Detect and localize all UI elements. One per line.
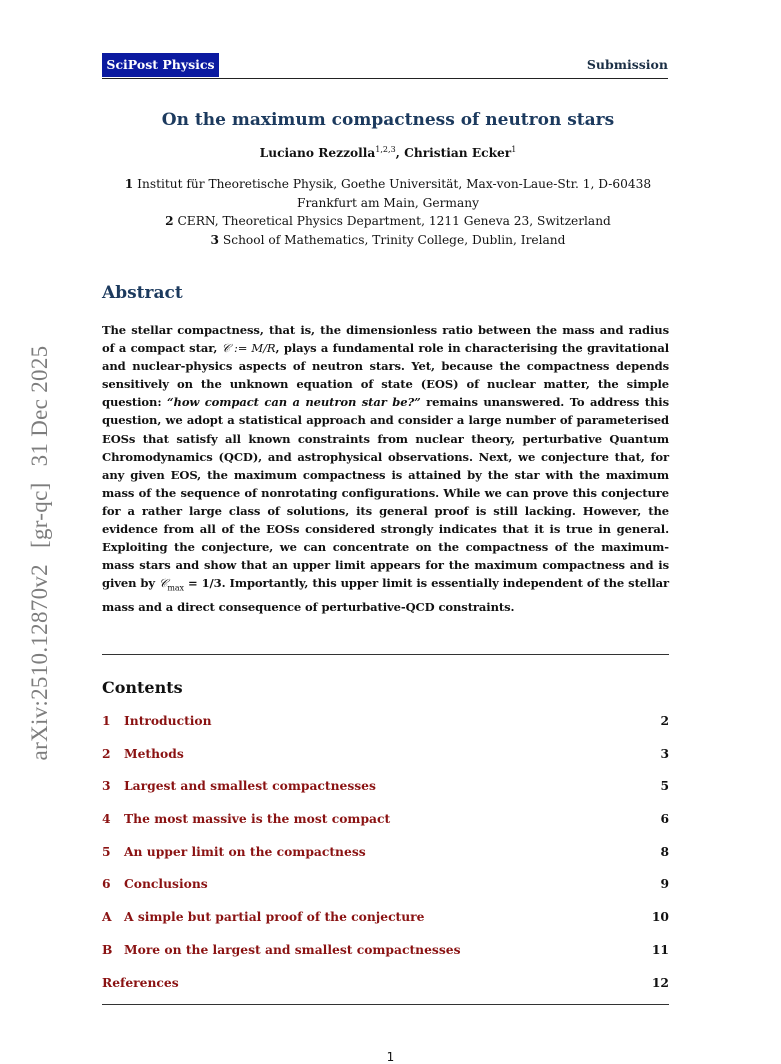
affiliation-number: 2 xyxy=(165,214,174,228)
toc-link[interactable]: More on the largest and smallest compactnesses xyxy=(124,941,461,957)
math-cmax-value: = 1/3 xyxy=(183,576,222,591)
toc-entry[interactable] xyxy=(102,909,669,942)
affiliation-continued: Frankfurt am Main, Germany xyxy=(296,195,479,210)
math-cmax-symbol: 𝒞 xyxy=(159,576,168,591)
affiliation-number: 1 xyxy=(124,177,134,191)
author-list xyxy=(102,145,674,160)
arxiv-stamp xyxy=(27,336,53,761)
abstract-text: . Importantly, this upper limit is essentially independent of the stellar mass and a direct consequence of perturbative-QCD constraints. xyxy=(102,576,669,614)
abstract-text: , plays a fundamental role in characterising the gravitational and nuclear-physics aspects of neutron stars. Yet, because the compactness depends sensitively on the unknown equation of state (EOS) of nuclear matter, the simple question: xyxy=(102,341,669,410)
toc-page: 8 xyxy=(660,843,669,859)
abstract-heading: Abstract xyxy=(102,283,183,303)
toc-link[interactable]: An upper limit on the compactness xyxy=(124,843,366,859)
author-affil-marker: 1 xyxy=(511,145,517,154)
toc-page: 3 xyxy=(660,745,669,761)
toc-number[interactable]: 5 xyxy=(102,843,111,859)
abstract-text: The stellar compactness, that is, the dimensionless ratio between the mass and radius of a compact star, xyxy=(102,323,669,356)
toc-entry[interactable] xyxy=(102,876,669,909)
arxiv-id[interactable]: arXiv:2510.12870v2 xyxy=(27,564,52,761)
affiliations xyxy=(102,175,674,249)
table-of-contents xyxy=(102,713,669,1007)
toc-number[interactable]: B xyxy=(102,941,113,957)
author-affil-marker: 1,2,3 xyxy=(375,145,396,154)
affiliation xyxy=(102,231,674,250)
toc-entry[interactable] xyxy=(102,713,669,746)
toc-page: 6 xyxy=(660,811,669,827)
toc-number[interactable]: 4 xyxy=(102,811,111,827)
arxiv-date: 31 Dec 2025 xyxy=(27,345,52,467)
toc-link-references[interactable]: References xyxy=(102,974,179,990)
toc-link[interactable]: Largest and smallest compactnesses xyxy=(124,778,376,794)
toc-link[interactable]: A simple but partial proof of the conjecture xyxy=(124,909,425,925)
affiliation-text: Institut für Theoretische Physik, Goethe Universität, Max-von-Laue-Str. 1, D-60438 xyxy=(137,177,652,191)
submission-label: Submission xyxy=(586,57,668,72)
toc-link[interactable]: Methods xyxy=(124,745,184,761)
toc-entry[interactable] xyxy=(102,778,669,811)
toc-entry[interactable] xyxy=(102,975,669,1008)
affiliation-text: CERN, Theoretical Physics Department, 1211 Geneva 23, Switzerland xyxy=(177,214,611,228)
toc-page: 5 xyxy=(660,778,669,794)
math-compactness-def: 𝒞 := M/R xyxy=(221,341,276,356)
page-number: 1 xyxy=(386,1050,395,1064)
toc-link[interactable]: The most massive is the most compact xyxy=(124,811,391,827)
contents-heading: Contents xyxy=(102,678,183,697)
toc-number[interactable]: 3 xyxy=(102,778,111,794)
divider-bottom xyxy=(102,1004,669,1005)
toc-link[interactable]: Conclusions xyxy=(124,876,208,892)
affiliation-number: 3 xyxy=(210,232,220,247)
affiliation-text: School of Mathematics, Trinity College, Dublin, Ireland xyxy=(222,232,566,247)
toc-entry[interactable] xyxy=(102,811,669,844)
toc-number[interactable]: 1 xyxy=(102,713,111,728)
toc-number[interactable]: A xyxy=(102,909,112,925)
toc-page: 9 xyxy=(660,876,669,892)
toc-entry[interactable] xyxy=(102,746,669,779)
abstract-body xyxy=(102,321,669,616)
author-name: Luciano Rezzolla xyxy=(259,146,376,161)
abstract-text: remains unanswered. To address this question, we adopt a statistical approach and consider a large number of parameterised EOSs that satisfy all known constraints from nuclear theory, perturbative Quantum Chromodynamics (QCD), and astrophysical observations. Next, we conjecture that, for any given EOS, the maximum compactness is attained by the star with the maximum mass of the sequence of nonrotating configurations. While we can prove this conjecture for a rather large class of solutions, its general proof is still lacking. However, the evidence from all of the EOSs considered strongly indicates that it is true in general. Exploiting the conjecture, we can concentrate on the compactness of the maximum-mass stars and show that an upper limit appears for the maximum compactness and is given by xyxy=(102,395,669,591)
toc-page: 12 xyxy=(651,974,669,990)
toc-page: 10 xyxy=(651,909,669,925)
author-name: Christian Ecker xyxy=(404,146,512,161)
toc-number[interactable]: 2 xyxy=(102,745,111,761)
affiliation xyxy=(102,212,674,231)
author-separator: , xyxy=(395,146,405,161)
paper-title: On the maximum compactness of neutron stars xyxy=(161,110,615,130)
journal-badge: SciPost Physics xyxy=(102,53,219,77)
divider-top xyxy=(102,654,669,655)
page-header xyxy=(102,53,668,79)
affiliation xyxy=(102,175,674,194)
toc-entry[interactable] xyxy=(102,942,669,975)
arxiv-category: [gr-qc] xyxy=(27,482,52,548)
toc-number[interactable]: 6 xyxy=(102,876,111,892)
toc-link[interactable]: Introduction xyxy=(124,713,212,728)
toc-entry[interactable] xyxy=(102,844,669,877)
abstract-quote: “how compact can a neutron star be?” xyxy=(166,395,421,410)
toc-page: 11 xyxy=(651,941,669,957)
toc-page: 2 xyxy=(660,713,669,728)
math-cmax-subscript: max xyxy=(167,583,184,593)
